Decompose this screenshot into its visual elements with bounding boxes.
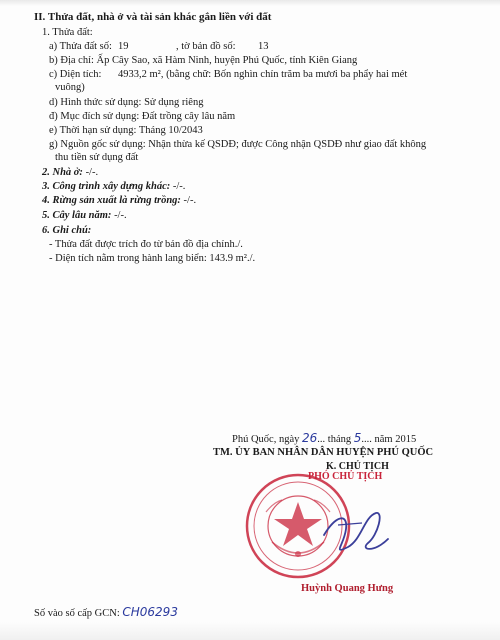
forest-label: 4. Rừng sản xuất là rừng trồng: — [42, 195, 181, 206]
handwritten-signature-icon — [318, 495, 398, 565]
date-year: năm 2015 — [374, 434, 417, 445]
other-construction-value: -/-. — [172, 181, 186, 192]
usage-purpose: đ) Mục đích sử dụng: Đất trồng cây lâu năm — [49, 111, 236, 122]
usage-origin-cont: thu tiền sử dụng đất — [55, 152, 139, 163]
signer-name: Huỳnh Quang Hưng — [301, 583, 394, 594]
area-value-cont: vuông) — [55, 82, 85, 93]
area-label: c) Diện tích: — [49, 69, 102, 80]
register-label: Số vào số cấp GCN: — [34, 608, 120, 619]
house-label: 2. Nhà ở: — [42, 167, 83, 178]
issuing-org: TM. ỦY BAN NHÂN DÂN HUYỆN PHÚ QUỐC — [213, 447, 434, 458]
note-1: - Thửa đất được trích đo từ bản đồ địa chính./. — [49, 239, 243, 250]
perennial-value: -/-. — [114, 210, 127, 221]
section-title: II. Thửa đất, nhà ở và tài sản khác gắn liền với đất — [34, 11, 272, 23]
note-2: - Diện tích nằm trong hành lang biển: 143.9 m²./. — [49, 253, 256, 264]
parcel-number-value: 19 — [118, 41, 129, 52]
forest-value: -/-. — [183, 195, 197, 206]
register-number — [34, 606, 178, 620]
map-sheet-value: 13 — [258, 41, 269, 52]
scan-edge — [0, 0, 500, 6]
signer-role-stamp: PHÓ CHỦ TỊCH — [308, 471, 383, 482]
house-value: -/-. — [85, 167, 99, 178]
perennial-label: 5. Cây lâu năm: — [42, 210, 112, 221]
usage-term: e) Thời hạn sử dụng: Tháng 10/2043 — [49, 125, 203, 136]
usage-origin: g) Nguồn gốc sử dụng: Nhận thừa kế QSDĐ; được Công nhận QSDĐ như giao đất không — [49, 139, 427, 150]
area-value: 4933,2 m², (bằng chữ: Bốn nghìn chín trăm ba mươi ba phẩy hai mét — [118, 69, 408, 80]
map-sheet-label: , tờ bản đồ số: — [176, 41, 236, 52]
date-day: 26 — [302, 431, 318, 445]
address-line: b) Địa chỉ: Ấp Cây Sao, xã Hàm Ninh, huyện Phú Quốc, tỉnh Kiên Giang — [49, 55, 358, 66]
usage-form: d) Hình thức sử dụng: Sử dụng riêng — [49, 97, 204, 108]
land-heading: 1. Thửa đất: — [42, 27, 93, 38]
date-month: 5 — [353, 431, 362, 445]
register-value: CH06293 — [122, 605, 178, 619]
other-construction-label: 3. Công trình xây dựng khác: — [42, 181, 171, 192]
date-month-label: tháng — [327, 434, 352, 445]
date-prefix: Phú Quốc, ngày — [232, 434, 300, 445]
on-behalf-label: K. CHỦ TỊCH — [326, 461, 389, 472]
notes-label: 6. Ghi chú: — [42, 225, 92, 236]
scan-edge-bottom — [0, 622, 500, 640]
parcel-number-label: a) Thửa đất số: — [49, 41, 112, 52]
signing-date: Phú Quốc, ngày 26... tháng 5.... năm 2015 — [232, 431, 417, 445]
